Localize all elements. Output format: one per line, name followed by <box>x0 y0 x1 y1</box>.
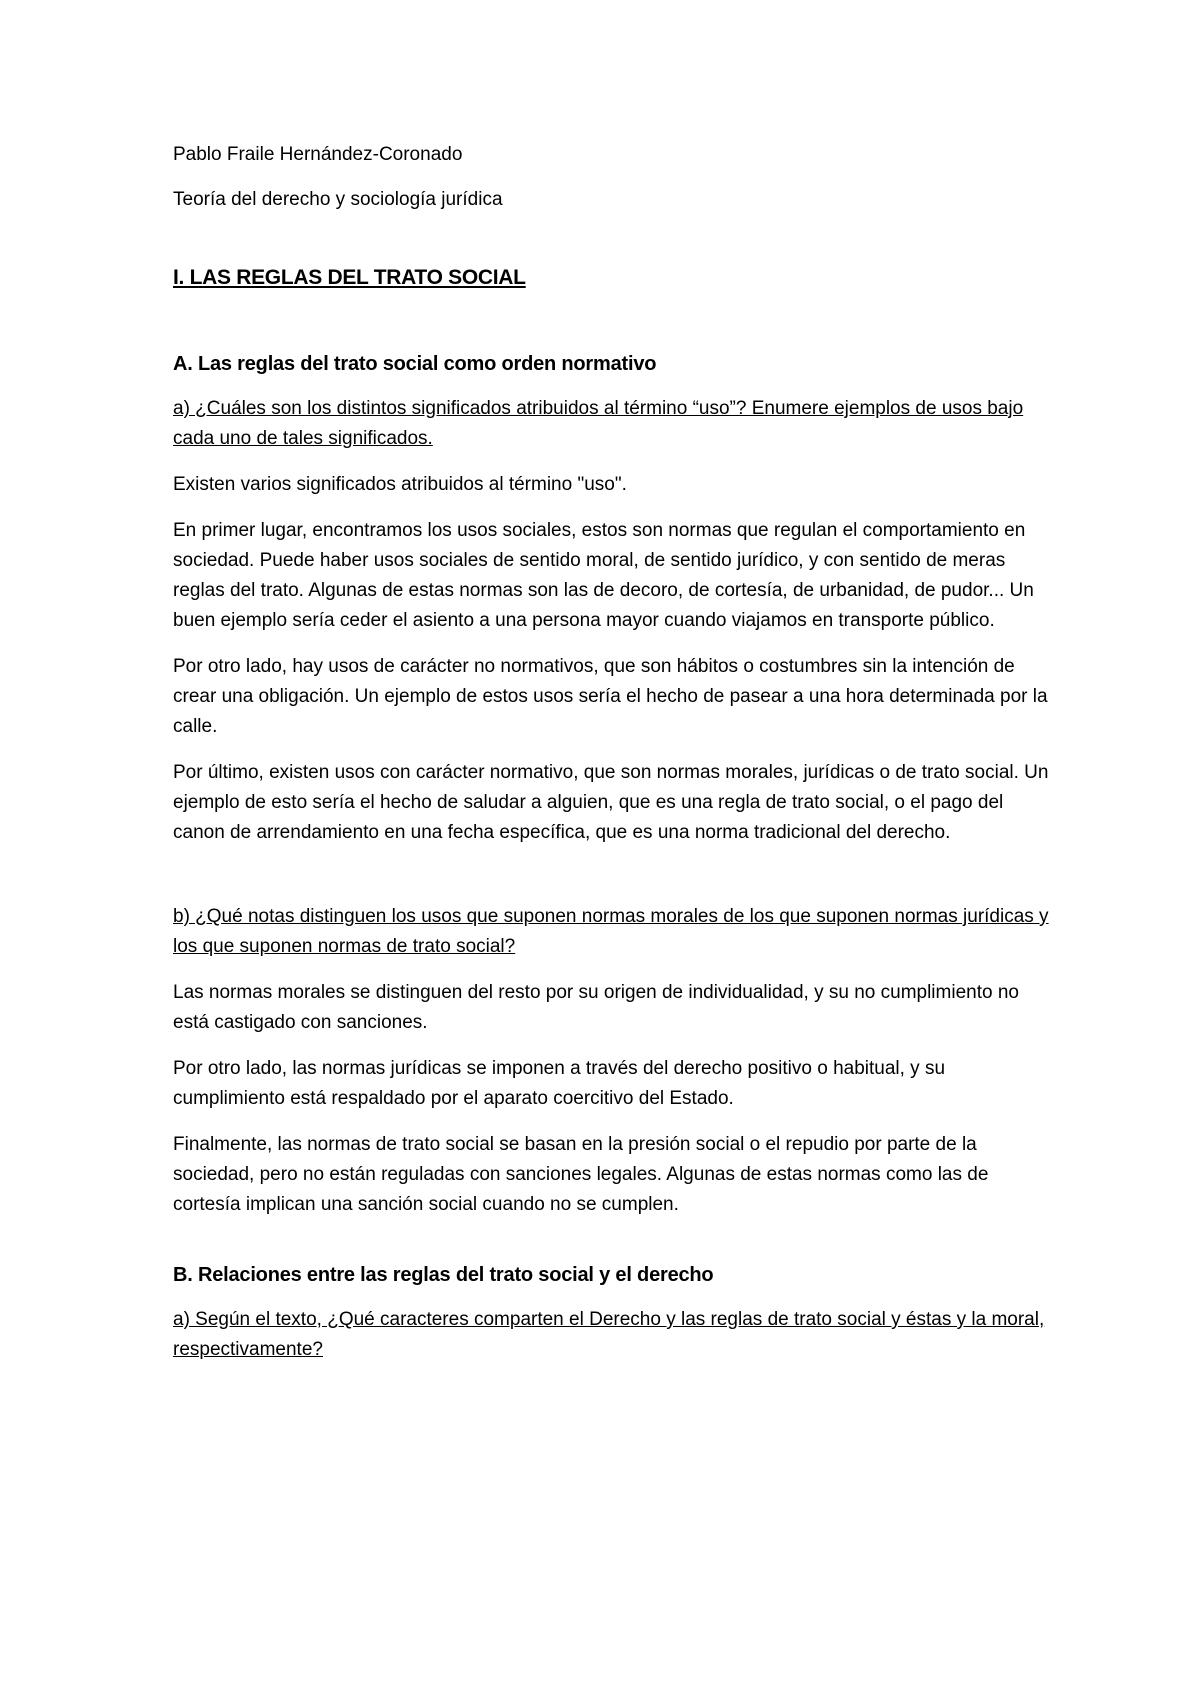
document-page <box>173 140 1053 1381</box>
answer-paragraph: Finalmente, las normas de trato social se basan en la presión social o el repudio por parte de la sociedad, pero no están reguladas con sanciones legales. Algunas de estas normas como las de cortesía implican una sanción social cuando no se cumplen. <box>173 1134 989 1215</box>
answer-paragraph: Por otro lado, las normas jurídicas se imponen a través del derecho positivo o habitual, y su cumplimiento está respaldado por el aparato coercitivo del Estado. <box>173 1058 946 1109</box>
question-b-1: b) ¿Qué notas distinguen los usos que suponen normas morales de los que suponen normas jurídicas y los que suponen normas de trato social? <box>173 906 1049 957</box>
answer-paragraph: Existen varios significados atribuidos al término "uso". <box>173 474 627 495</box>
answer-paragraph: Por último, existen usos con carácter normativo, que son normas morales, jurídicas o de trato social. Un ejemplo de esto sería el hecho de saludar a alguien, que es una regla de trato social, o el pago del canon de arrendamiento en una fecha específica, que es una norma tradicional del derecho. <box>173 762 1049 843</box>
author-name: Pablo Fraile Hernández-Coronado <box>173 144 463 165</box>
answer-paragraph: Las normas morales se distinguen del resto por su origen de individualidad, y su no cumplimiento no está castigado con sanciones. <box>173 982 1019 1033</box>
answer-paragraph: En primer lugar, encontramos los usos sociales, estos son normas que regulan el comportamiento en sociedad. Puede haber usos sociales de sentido moral, de sentido jurídico, y con sentido de meras reglas del trato. Algunas de estas normas son las de decoro, de cortesía, de urbanidad, de pudor... Un buen ejemplo sería ceder el asiento a una persona mayor cuando viajamos en transporte público. <box>173 520 1034 631</box>
subsection-title-b: B. Relaciones entre las reglas del trato social y el derecho <box>173 1264 714 1286</box>
question-a-1: a) ¿Cuáles son los distintos significados atribuidos al término “uso”? Enumere ejemplos de usos bajo cada uno de tales significados. <box>173 398 1024 449</box>
section-title-1: I. LAS REGLAS DEL TRATO SOCIAL <box>173 266 526 289</box>
subsection-title-a: A. Las reglas del trato social como orden normativo <box>173 353 657 375</box>
question-a-2: a) Según el texto, ¿Qué caracteres comparten el Derecho y las reglas de trato social y éstas y la moral, respectivamente? <box>173 1309 1045 1360</box>
course-subject: Teoría del derecho y sociología jurídica <box>173 189 503 210</box>
answer-paragraph: Por otro lado, hay usos de carácter no normativos, que son hábitos o costumbres sin la intención de crear una obligación. Un ejemplo de estos usos sería el hecho de pasear a una hora determinada por la calle. <box>173 656 1048 737</box>
